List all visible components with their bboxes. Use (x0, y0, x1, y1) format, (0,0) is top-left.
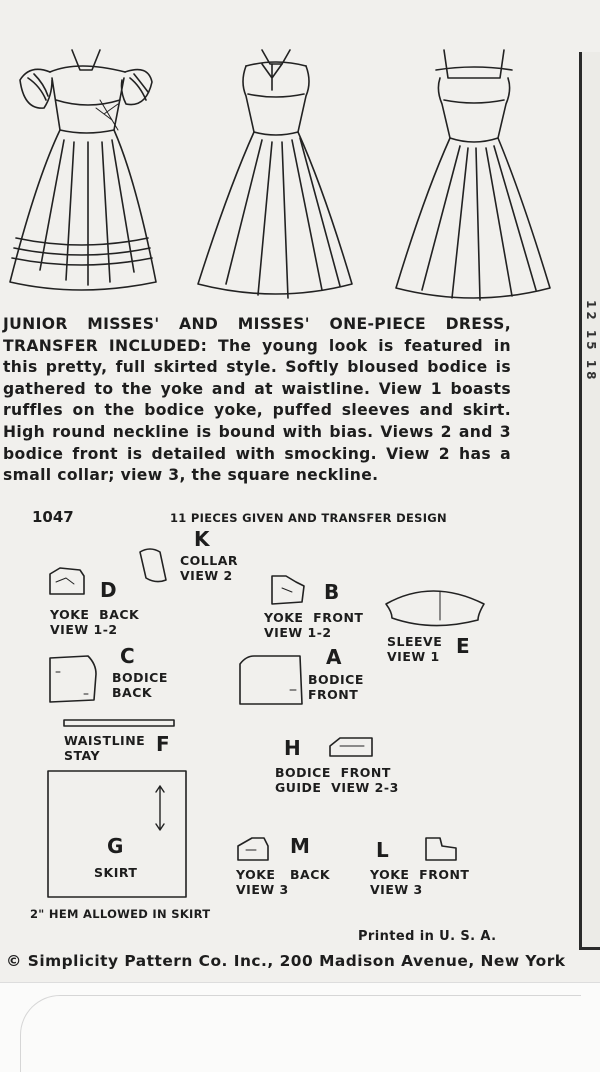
piece-m-label: YOKE BACK VIEW 3 (236, 867, 331, 897)
piece-m-letter: M (290, 834, 310, 858)
piece-b-label: YOKE FRONT VIEW 1-2 (264, 610, 364, 640)
piece-f-label: WAISTLINE STAY (64, 733, 146, 763)
piece-l-label: YOKE FRONT VIEW 3 (370, 867, 470, 897)
piece-e-sleeve-shape (386, 591, 484, 626)
piece-f-letter: F (156, 732, 170, 756)
piece-h-label: BODICE FRONT GUIDE VIEW 2-3 (275, 765, 399, 795)
piece-d-label: YOKE BACK VIEW 1-2 (50, 607, 140, 637)
side-size-text: 12 15 18 (584, 300, 598, 383)
piece-d-letter: D (100, 578, 117, 602)
piece-c-bodice-back-shape (50, 656, 96, 702)
pieces-given-note: 11 PIECES GIVEN AND TRANSFER DESIGN (170, 511, 447, 525)
publisher-footer: © Simplicity Pattern Co. Inc., 200 Madison Avenue, New York (6, 952, 566, 970)
piece-a-letter: A (326, 645, 342, 669)
piece-d-yoke-back-shape (50, 568, 84, 594)
pattern-description (3, 314, 511, 487)
piece-l-letter: L (376, 838, 389, 862)
piece-k-label: COLLAR VIEW 2 (180, 553, 239, 583)
hem-note: 2" HEM ALLOWED IN SKIRT (30, 907, 211, 921)
view-1-dress-illustration (10, 50, 156, 290)
printed-in-usa: Printed in U. S. A. (358, 929, 497, 944)
piece-b-letter: B (324, 580, 340, 604)
piece-c-letter: C (120, 644, 135, 668)
piece-h-bodice-guide-shape (330, 738, 372, 756)
piece-a-label: BODICE FRONT (308, 672, 364, 702)
piece-c-label: BODICE BACK (112, 670, 168, 700)
view-3-dress-illustration (396, 50, 550, 300)
piece-k-letter: K (194, 527, 210, 551)
description-body: The young look is featured in this pretty, full skirted style. Softly bloused bodice is gathered to the yoke and at waistline. View 1 boasts ruffles on the bodice yoke, puffed sleeves and skirt. High round neckline is bound with bias. Views 2 and 3 bodice front is detailed with smocking. View 2 has a small collar; view 3, the square neckline. (3, 336, 511, 485)
piece-a-bodice-front-shape (240, 656, 302, 704)
view-2-dress-illustration (198, 50, 352, 298)
pattern-number: 1047 (32, 508, 74, 526)
piece-h-letter: H (284, 736, 301, 760)
piece-e-letter: E (456, 634, 470, 658)
piece-f-waistline-stay-shape (64, 720, 174, 726)
piece-g-label: SKIRT (94, 865, 138, 880)
piece-k-collar-shape (140, 549, 166, 582)
description-heading: JUNIOR MISSES' AND MISSES' ONE-PIECE DRESS, TRANSFER INCLUDED: (3, 315, 511, 355)
piece-m-yoke-back-shape (238, 838, 268, 860)
piece-e-label: SLEEVE VIEW 1 (387, 634, 443, 664)
piece-g-letter: G (107, 834, 124, 858)
piece-l-yoke-front-shape (426, 838, 456, 860)
